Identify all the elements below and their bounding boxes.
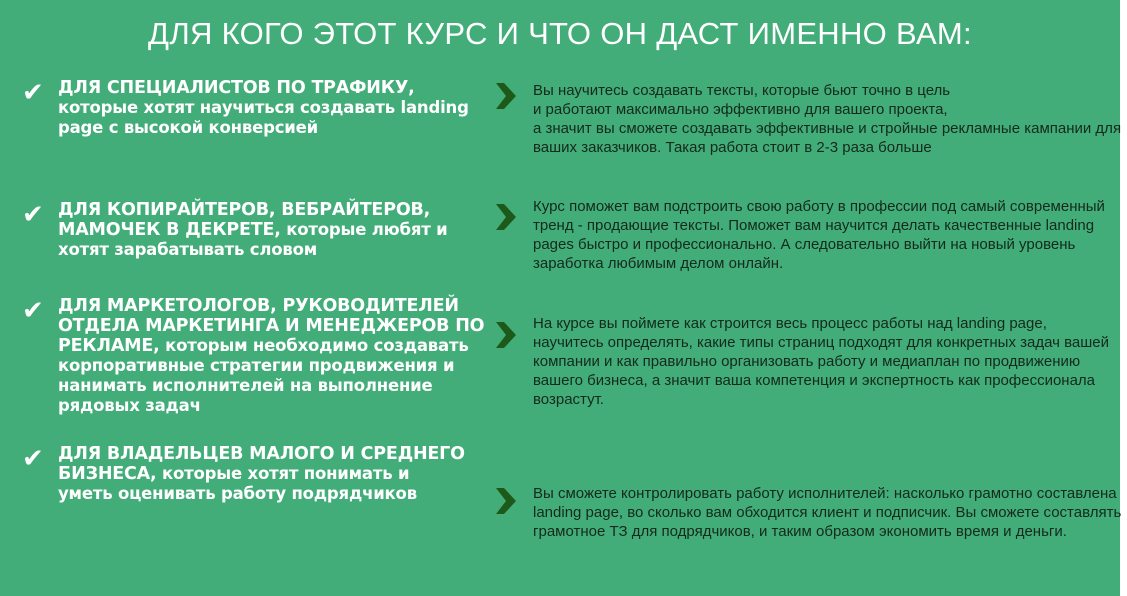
benefit-text: На курсе вы поймете как строится весь процесс работы над landing page, научитесь определять, какие типы страниц подходят для конкретных задач вашей компании и как правильно организовать работу и медиаплан по продвижению вашего бизнеса, а значит ваша компетенция и экспертность как профессионала возрастут. bbox=[533, 315, 1109, 408]
chevron-right-icon bbox=[494, 488, 516, 514]
audience-heading: ДЛЯ СПЕЦИАЛИСТОВ ПО ТРАФИКУ, bbox=[58, 78, 415, 98]
audience-item bbox=[58, 200, 478, 260]
audience-heading: ДЛЯ ВЛАДЕЛЬЦЕВ МАЛОГО И СРЕДНЕГО БИЗНЕСА, bbox=[58, 444, 465, 484]
checkmark-icon: ✔ bbox=[22, 296, 44, 326]
chevron-right-icon bbox=[494, 83, 516, 109]
audience-heading: ДЛЯ МАРКЕТОЛОГОВ, РУКОВОДИТЕЛЕЙ ОТДЕЛА МАРКЕТИНГА И МЕНЕДЖЕРОВ ПО РЕКЛАМЕ, bbox=[58, 296, 485, 356]
benefit-text: Курс поможет вам подстроить свою работу в профессии под самый современный тренд - продающие тексты. Поможет вам научится делать качественные landing pages быстро и профессионально. А следовательно выйти на новый уровень заработка любимым делом онлайн. bbox=[533, 198, 1105, 272]
checkmark-icon: ✔ bbox=[22, 200, 44, 230]
chevron-right-icon bbox=[494, 204, 516, 230]
audience-description: которые хотят понимать и уметь оценивать работу подрядчиков bbox=[58, 464, 417, 503]
audience-item bbox=[58, 296, 488, 416]
benefit-text: Вы сможете контролировать работу исполнителей: насколько грамотно составлена landing page, во сколько вам обходится клиент и подписчик. Вы сможете составлять грамотное ТЗ для подрядчиков, и таким образом экономить время и деньги. bbox=[533, 485, 1122, 540]
audience-item bbox=[58, 78, 478, 138]
audience-item bbox=[58, 444, 468, 504]
audience-description: которые любят и хотят зарабатывать словом bbox=[58, 220, 448, 259]
checkmark-icon: ✔ bbox=[22, 78, 44, 108]
chevron-right-icon bbox=[494, 322, 516, 348]
section-title: ДЛЯ КОГО ЭТОТ КУРС И ЧТО ОН ДАСТ ИМЕННО ВАМ: bbox=[148, 16, 972, 51]
audience-description: которые хотят научиться создавать landing page с высокой конверсией bbox=[58, 98, 469, 137]
checkmark-icon: ✔ bbox=[22, 444, 44, 474]
audience-heading: ДЛЯ КОПИРАЙТЕРОВ, ВЕБРАЙТЕРОВ, МАМОЧЕК В ДЕКРЕТЕ, bbox=[58, 200, 431, 240]
audience-description: которым необходимо создавать корпоративные стратегии продвижения и нанимать исполнителей на выполнение рядовых задач bbox=[58, 336, 469, 415]
benefit-text: Вы научитесь создавать тексты, которые бьют точно в цель и работают максимально эффективно для вашего проекта, а значит вы сможете создавать эффективные и стройные рекламные кампании для ваших заказчиков. Такая работа стоит в 2-3 раза больше bbox=[533, 82, 1122, 156]
